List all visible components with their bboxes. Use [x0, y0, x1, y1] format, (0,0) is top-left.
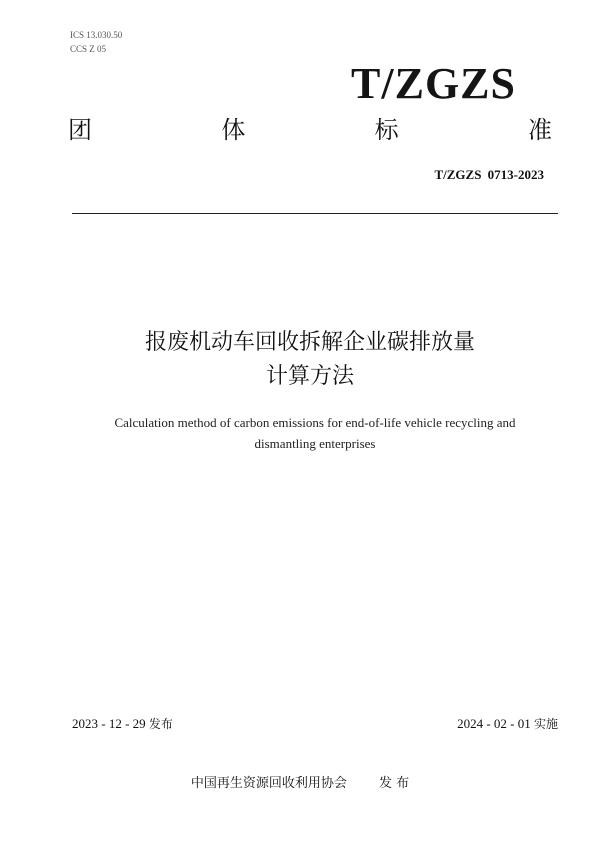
english-title-line-1: Calculation method of carbon emissions for end-of-life vehicle recycling and — [114, 415, 516, 430]
publisher-name: 中国再生资源回收利用协会 — [190, 776, 347, 791]
english-title — [60, 412, 570, 454]
ccs-code: CCS Z 05 — [70, 44, 107, 54]
implementation-date-label: 实施 — [533, 717, 558, 731]
standard-number: T/ZGZS 0713-2023 — [434, 167, 544, 182]
chinese-title-line-1: 报废机动车回收拆解企业碳排放量 — [144, 330, 475, 355]
standard-mark: T/ZGZS — [351, 59, 516, 108]
standard-type-heading — [68, 112, 552, 148]
standard-type-char: 团 — [68, 116, 92, 144]
chinese-title-line-2: 计算方法 — [265, 364, 354, 389]
issue-date-value: 2023 - 12 - 29 — [72, 716, 146, 731]
publisher-action: 发 布 — [379, 776, 410, 791]
standard-type-char: 标 — [374, 116, 399, 144]
header-divider — [72, 213, 558, 214]
implementation-date — [457, 715, 558, 733]
standard-type-char: 体 — [221, 116, 246, 144]
issue-date — [72, 715, 173, 733]
chinese-title — [60, 326, 560, 394]
english-title-line-2: dismantling enterprises — [254, 436, 376, 451]
publisher-line — [0, 775, 600, 793]
implementation-date-value: 2024 - 02 - 01 — [457, 716, 531, 731]
issue-date-label: 发布 — [148, 717, 173, 731]
standard-type-char: 准 — [527, 116, 552, 144]
ics-code: ICS 13.030.50 — [70, 30, 123, 40]
classification-codes — [70, 28, 122, 56]
